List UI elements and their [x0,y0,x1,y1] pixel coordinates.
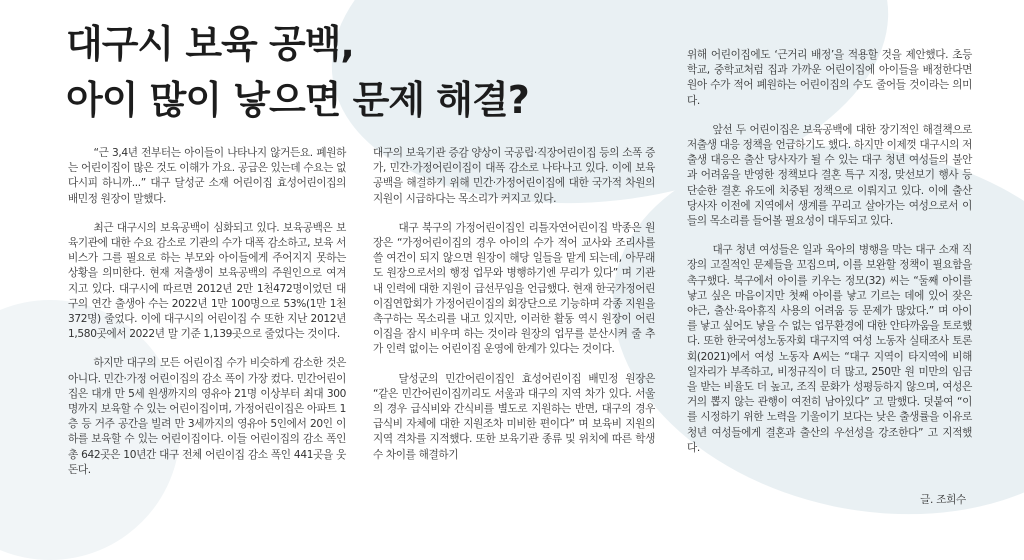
article-column-1 [68,146,346,492]
paragraph: 대구 청년 여성들은 일과 육아의 병행을 막는 대구 소재 직장의 고질적인 문제들을 꼬집으며, 이를 보완할 정책이 필요함을 촉구했다. 북구에서 아이를 키우는 정모(32) 씨는 “둘째 아이를 낳고 싶은 마음이지만 첫째 아이를 낳고 기르는 데에 있어 잦은 야근, 출산·육아휴직 사용의 어려움 등 문제가 많았다.” 며 아이를 낳고 싶어도 낳을 수 없는 업무환경에 대한 안타까움을 토로했다. 또한 한국여성노동자회 대구지역 여성 노동자 실태조사 토론회(2021)에서 여성 노동자 A씨는 “대구 지역이 타지역에 비해 일자리가 부족하고, 비정규직이 더 많고, 250만 원 미만의 임금을 받는 비율도 더 높고, 조직 문화가 성평등하지 않으며, 여성은 거의 뽑지 않는 관행이 여전히 남아있다” 고 말했다. 덧붙여 “이를 시정하기 위한 노력을 기울이기 보다는 낮은 출생률을 이유로 청년 여성들에게 결혼과 출산의 우선성을 강조한다” 고 지적했다. [687,244,972,454]
paragraph: 하지만 대구의 모든 어린이집 수가 비슷하게 감소한 것은 아니다. 민간·가정 어린이집의 감소 폭이 가장 컸다. 민간어린이집은 대개 만 5세 원생까지의 영유아 21명 이상부터 최대 300명까지 보육할 수 있는 어린이집이며, 가정어린이집은 아파트 1층 등 거주 공간을 빌려 만 3세까지의 영유아 5인에서 20인 이하를 보육할 수 있는 어린이집이다. 이들 어린이집의 감소 폭인 총 642곳은 10년간 대구 전체 어린이집 감소 폭인 441곳을 웃돈다. [68,357,346,476]
byline: 글. 조희수 [920,494,966,506]
article-column-3 [687,48,972,470]
paragraph: 달성군의 민간어린이집인 효성어린이집 배민정 원장은 “같은 민간어린이집끼리도 서울과 대구의 지역 차가 있다. 서울의 경우 급식비와 간식비를 별도로 지원하는 반면, 대구의 경우 급식비 자체에 대한 지원조차 미비한 편이다” 며 보육비 지원의 지역 격차를 지적했다. 또한 보육기관 종류 및 위치에 따른 학생 수 차이를 해결하기 [373,372,655,461]
paragraph: 대구 북구의 가정어린이집인 리틀자연어린이집 박종은 원장은 “가정어린이집의 경우 아이의 수가 적어 교사와 조리사를 쓸 여건이 되지 않으면 원장이 해당 일들을 맡게 되는데, 아무래도 원장으로서의 행정 업무와 병행하기엔 무리가 있다” 며 기관 내 인력에 대한 지원이 급선무임을 언급했다. 현재 한국가정어린이집연합회가 가정어린이집의 회장단으로 기능하며 각종 지원을 촉구하는 목소리를 내고 있지만, 이러한 활동 역시 원장이 어린이집을 잠시 비우며 하는 것이라 원장의 업무를 분산시켜 줄 추가 인력 없이는 어린이집 운영에 한계가 있다는 것이다. [373,221,655,356]
paragraph: “근 3,4년 전부터는 아이들이 나타나지 않거든요. 폐원하는 어린이집이 많은 것도 이해가 가요. 공급은 있는데 수요는 없다시피 하니까...” 대구 달성군 소재 어린이집 효성어린이집의 배민정 원장이 말했다. [68,147,346,205]
headline [66,16,626,128]
paragraph: 최근 대구시의 보육공백이 심화되고 있다. 보육공백은 보육기관에 대한 수요 감소로 기관의 수가 대폭 감소하고, 보육 서비스가 그를 필요로 하는 부모와 아이들에게 주어지지 못하는 상황을 의미한다. 현재 저출생이 보육공백의 주원인으로 여겨지고 있다. 대구시에 따르면 2012년 2만 1천472명이었던 대구의 연간 출생아 수는 2022년 1만 100명으로 53%(1만 1천372명) 줄었다. 이에 대구시의 어린이집 수 또한 지난 2012년 1,580곳에서 2022년 말 기준 1,139곳으로 줄었다는 것이다. [68,221,346,341]
article-column-2 [373,146,655,477]
paragraph: 앞선 두 어린이집은 보육공백에 대한 장기적인 해결책으로 저출생 대응 정책을 언급하기도 했다. 하지만 이제껏 대구시의 저출생 대응은 출산 당사자가 될 수 있는 대구 청년 여성들의 불안과 어려움을 반영한 정책보다 결혼 특구 지정, 맞선보기 행사 등 단순한 결혼 유도에 치중된 정책으로 이뤄지고 있다. 이에 출산 당사자 이전에 지역에서 생계를 꾸리고 살아가는 여성으로서 이들의 목소리를 들어볼 필요성이 대두되고 있다. [687,123,972,228]
paragraph: 대구의 보육기관 증감 양상이 국공립·직장어린이집 등의 소폭 증가, 민간·가정어린이집이 대폭 감소로 나타나고 있다. 이에 보육공백을 해결하기 위해 민간·가정어린이집에 대한 국가적 차원의 지원이 시급하다는 목소리가 커지고 있다. [373,147,655,205]
paragraph: 위해 어린이집에도 ‘근거리 배정’을 적용할 것을 제안했다. 초등학교, 중학교처럼 집과 가까운 어린이집에 아이들을 배정한다면 원아 수가 적어 폐원하는 어린이집의 수도 줄어들 것이라는 의미다. [687,49,972,107]
headline-line-2: 아이 많이 낳으면 문제 해결? [66,78,529,122]
headline-line-1: 대구시 보육 공백, [66,22,354,66]
